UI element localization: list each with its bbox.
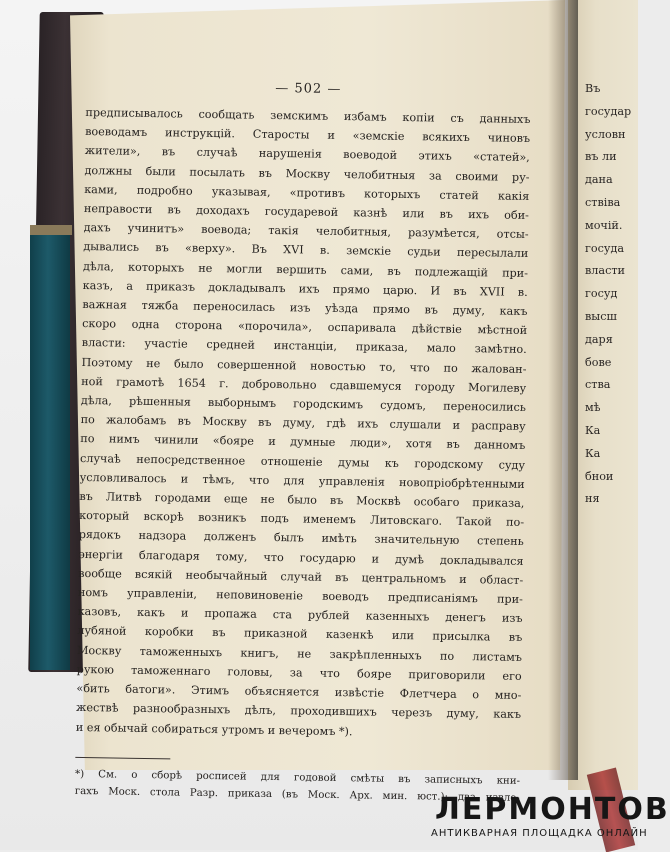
footnote-line: гахъ Моск. стола Разр. приказа (въ Моск. Арх. мин. юст.); два извле- xyxy=(74,785,520,804)
right-page-fragment: ствіва xyxy=(585,195,621,209)
text-line: предписывалось сообщать земскимъ избамъ копіи съ данныхъ xyxy=(85,105,531,126)
text-line: казъ, а приказъ докладывалъ ихъ прямо царю. И въ XVII в. xyxy=(82,278,528,299)
text-line: жествѣ разнообразныхъ дѣлъ, проходившихъ черезъ думу, какъ xyxy=(76,701,522,722)
right-page-fragment: госуда xyxy=(585,241,625,255)
watermark-logo xyxy=(425,792,670,850)
text-line: Поэтому не было совершенной новостью то, что по жалован- xyxy=(81,355,527,376)
text-line: дывались въ «верху». Въ XVI в. земскіе судьи пересылали xyxy=(83,240,529,261)
text-line: рядокъ надзора долженъ былъ имѣть значительную степень xyxy=(78,528,524,549)
text-line: вообще всякій необычайный случай въ центральномъ и облаcт- xyxy=(78,566,524,587)
text-line: ной грамотѣ 1654 г. добровольно сдавшемуся городу Могилеву xyxy=(81,374,527,395)
right-page-fragment: мочій. xyxy=(585,218,623,232)
text-line: казовъ, какъ и пропажа ста рублей казенныхъ денегъ изъ xyxy=(77,605,523,626)
body-text xyxy=(76,103,531,744)
right-page-fragment: бове xyxy=(585,355,612,369)
text-line: въ Литвѣ городами еще не было въ Москвѣ особаго приказа, xyxy=(79,490,525,510)
left-page-text xyxy=(75,78,531,807)
right-page-fragment: даря xyxy=(585,332,613,346)
right-page-fragment: высш xyxy=(585,309,617,323)
text-line: случаѣ непосредственное отношеніе думы къ городскому суду xyxy=(79,451,526,472)
right-page-fragment: ства xyxy=(585,378,611,392)
right-page-fragment: въ ли xyxy=(585,150,617,164)
right-page-fragment: Ка xyxy=(585,423,601,437)
text-line: по жалобамъ въ Москву въ думу, гдѣ ихъ слушали и расправу xyxy=(80,413,526,434)
text-line: неправости въ доходахъ государевой казнѣ или въ ихъ оби- xyxy=(83,202,529,222)
spine-cloth xyxy=(30,230,70,670)
right-page-fragment: государ xyxy=(585,104,632,118)
text-line: рукою таможеннаго головы, за что бояре приговорили его xyxy=(76,662,522,683)
text-line: ками, подробно указывая, «противъ которыхъ статей какія xyxy=(84,182,530,203)
text-line: номъ управленіи, неповиновеніе воеводъ предписаніямъ при- xyxy=(77,586,523,607)
text-line: важная тяжба переносилась изъ уѣзда прямо въ думу, какъ xyxy=(82,298,528,318)
text-line: власти: участіе средней инстанціи, приказа, мало замѣтно. xyxy=(81,336,527,357)
right-page-fragment: власти xyxy=(585,264,625,278)
spine-band xyxy=(30,225,72,235)
text-line: условливалось и тѣмъ, что для управленія новопріобрѣтенными xyxy=(79,470,525,491)
text-line: дахъ учинитъ» воевода; такія челобитныя, разумѣется, отсы- xyxy=(83,221,529,242)
right-page-fragment: мѣ xyxy=(585,401,601,415)
right-page-fragment: ня xyxy=(585,492,600,506)
right-page-fragment: бнои xyxy=(585,469,614,483)
text-line: дѣла, рѣшенныя выборнымъ городскимъ судомъ, переносились xyxy=(80,394,526,414)
watermark-name: ЛЕРМОНТОВ xyxy=(435,792,670,827)
text-line: по нимъ чинили «бояре и думные люди», хотя въ данномъ xyxy=(80,432,526,453)
footnote-line: *) См. о сборѣ росписей для годовой смѣты въ записныхъ кни- xyxy=(74,768,521,787)
right-page-fragment: Въ xyxy=(585,82,601,95)
right-page-fragment: условн xyxy=(585,127,626,141)
page-number: — 502 — xyxy=(275,80,342,98)
text-line: воеводамъ инструкцій. Старосты и «земскіе всякихъ чиновъ xyxy=(85,125,531,146)
right-page-fragment: дана xyxy=(585,173,613,187)
text-line: который вскорѣ возникъ подъ именемъ Литовскаго. Такой по- xyxy=(79,509,525,530)
book-gutter xyxy=(548,0,578,780)
footnote-rule xyxy=(75,757,170,759)
text-line: жители», въ случаѣ нарушенія воеводой этихъ «статей», xyxy=(84,144,530,165)
text-line: Москву таможенныхъ книгъ, не закрѣпленныхъ по листамъ xyxy=(76,643,523,664)
text-line: должны были посылать въ Москву челобитныя за своими ру- xyxy=(84,163,530,184)
text-line: скоро одна сторона «порочила», оспаривала дѣйствіе мѣстной xyxy=(82,317,528,338)
text-line: дѣла, которыхъ не могли вершить сами, въ подлежащій при- xyxy=(82,259,529,280)
watermark-tagline: АНТИКВАРНАЯ ПЛОЩАДКА ОНЛАЙН xyxy=(431,828,648,839)
right-page-fragment: Ка xyxy=(585,446,601,460)
right-page-fragment: госуд xyxy=(585,287,618,301)
text-line: «бить батоги». Этимъ объясняется извѣстіе Флетчера о мно- xyxy=(76,682,522,703)
text-line: и ея обычай собираться утромъ и вечеромъ *). xyxy=(75,720,353,738)
text-line: лубяной коробки въ приказной казенкѣ или присылка въ xyxy=(77,624,523,645)
right-page-text xyxy=(585,78,645,511)
text-line: энергіи благодаря тому, что государю и думѣ докладывался xyxy=(78,547,524,568)
